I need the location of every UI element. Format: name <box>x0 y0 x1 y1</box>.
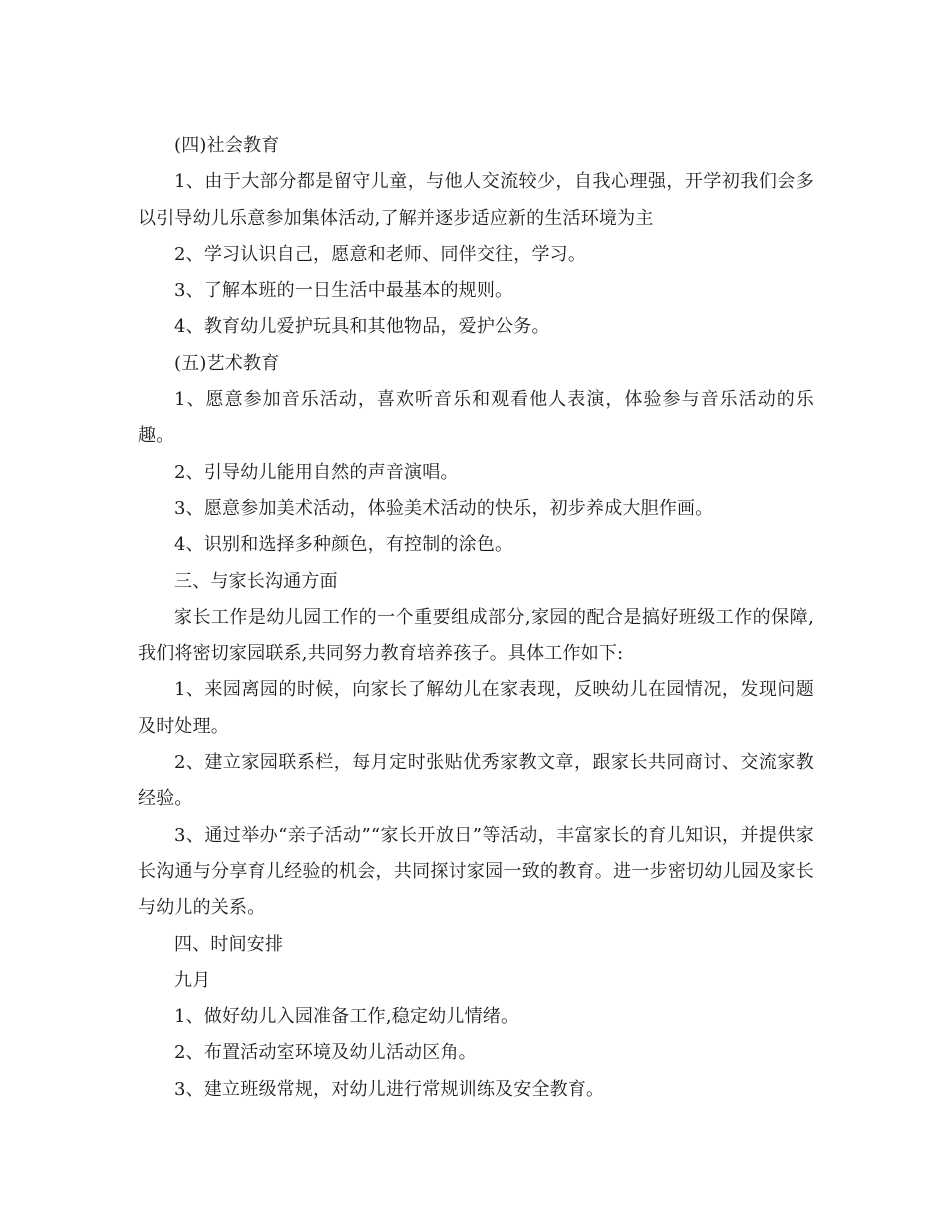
paragraph: 2、引导幼儿能用自然的声音演唱。 <box>174 461 459 483</box>
paragraph: 2、建立家园联系栏，每月定时张贴优秀家教文章，跟家长共同商讨、交流家教经验。 <box>138 752 814 810</box>
document-body <box>138 128 814 1108</box>
section-heading-art-education: (五)艺术教育 <box>174 352 280 374</box>
month-heading-september: 九月 <box>174 969 211 991</box>
paragraph: 家长工作是幼儿园工作的一个重要组成部分,家园的配合是搞好班级工作的保障,我们将密切家园联系,共同努力教育培养孩子。具体工作如下: <box>138 606 814 665</box>
paragraph: 1、来园离园的时候，向家长了解幼儿在家表现，反映幼儿在园情况，发现问题及时处理。 <box>138 679 814 737</box>
paragraph: 3、建立班级常规，对幼儿进行常规训练及安全教育。 <box>174 1078 605 1100</box>
paragraph: 2、布置活动室环境及幼儿活动区角。 <box>174 1042 477 1064</box>
paragraph: 1、愿意参加音乐活动，喜欢听音乐和观看他人表演，体验参与音乐活动的乐趣。 <box>138 389 814 447</box>
paragraph: 4、教育幼儿爱护玩具和其他物品，爱护公务。 <box>174 316 550 338</box>
paragraph: 1、做好幼儿入园准备工作,稳定幼儿情绪。 <box>174 1006 520 1028</box>
section-heading-social-education: (四)社会教育 <box>174 135 280 156</box>
section-heading-schedule: 四、时间安排 <box>174 933 284 955</box>
section-heading-parent-communication: 三、与家长沟通方面 <box>174 570 338 592</box>
paragraph: 3、通过举办“亲子活动”“家长开放日”等活动，丰富家长的育儿知识，并提供家长沟通与分享育儿经验的机会，共同探讨家园一致的教育。进一步密切幼儿园及家长与幼儿的关系。 <box>138 824 814 919</box>
paragraph: 2、学习认识自己，愿意和老师、同伴交往，学习。 <box>174 243 587 265</box>
paragraph: 4、识别和选择多种颜色，有控制的涂色。 <box>174 534 514 556</box>
paragraph: 1、由于大部分都是留守儿童，与他人交流较少，自我心理强，开学初我们会多以引导幼儿乐意参加集体活动,了解并逐步适应新的生活环境为主 <box>138 171 814 229</box>
paragraph: 3、了解本班的一日生活中最基本的规则。 <box>174 280 514 302</box>
paragraph: 3、愿意参加美术活动，体验美术活动的快乐，初步养成大胆作画。 <box>174 497 714 519</box>
